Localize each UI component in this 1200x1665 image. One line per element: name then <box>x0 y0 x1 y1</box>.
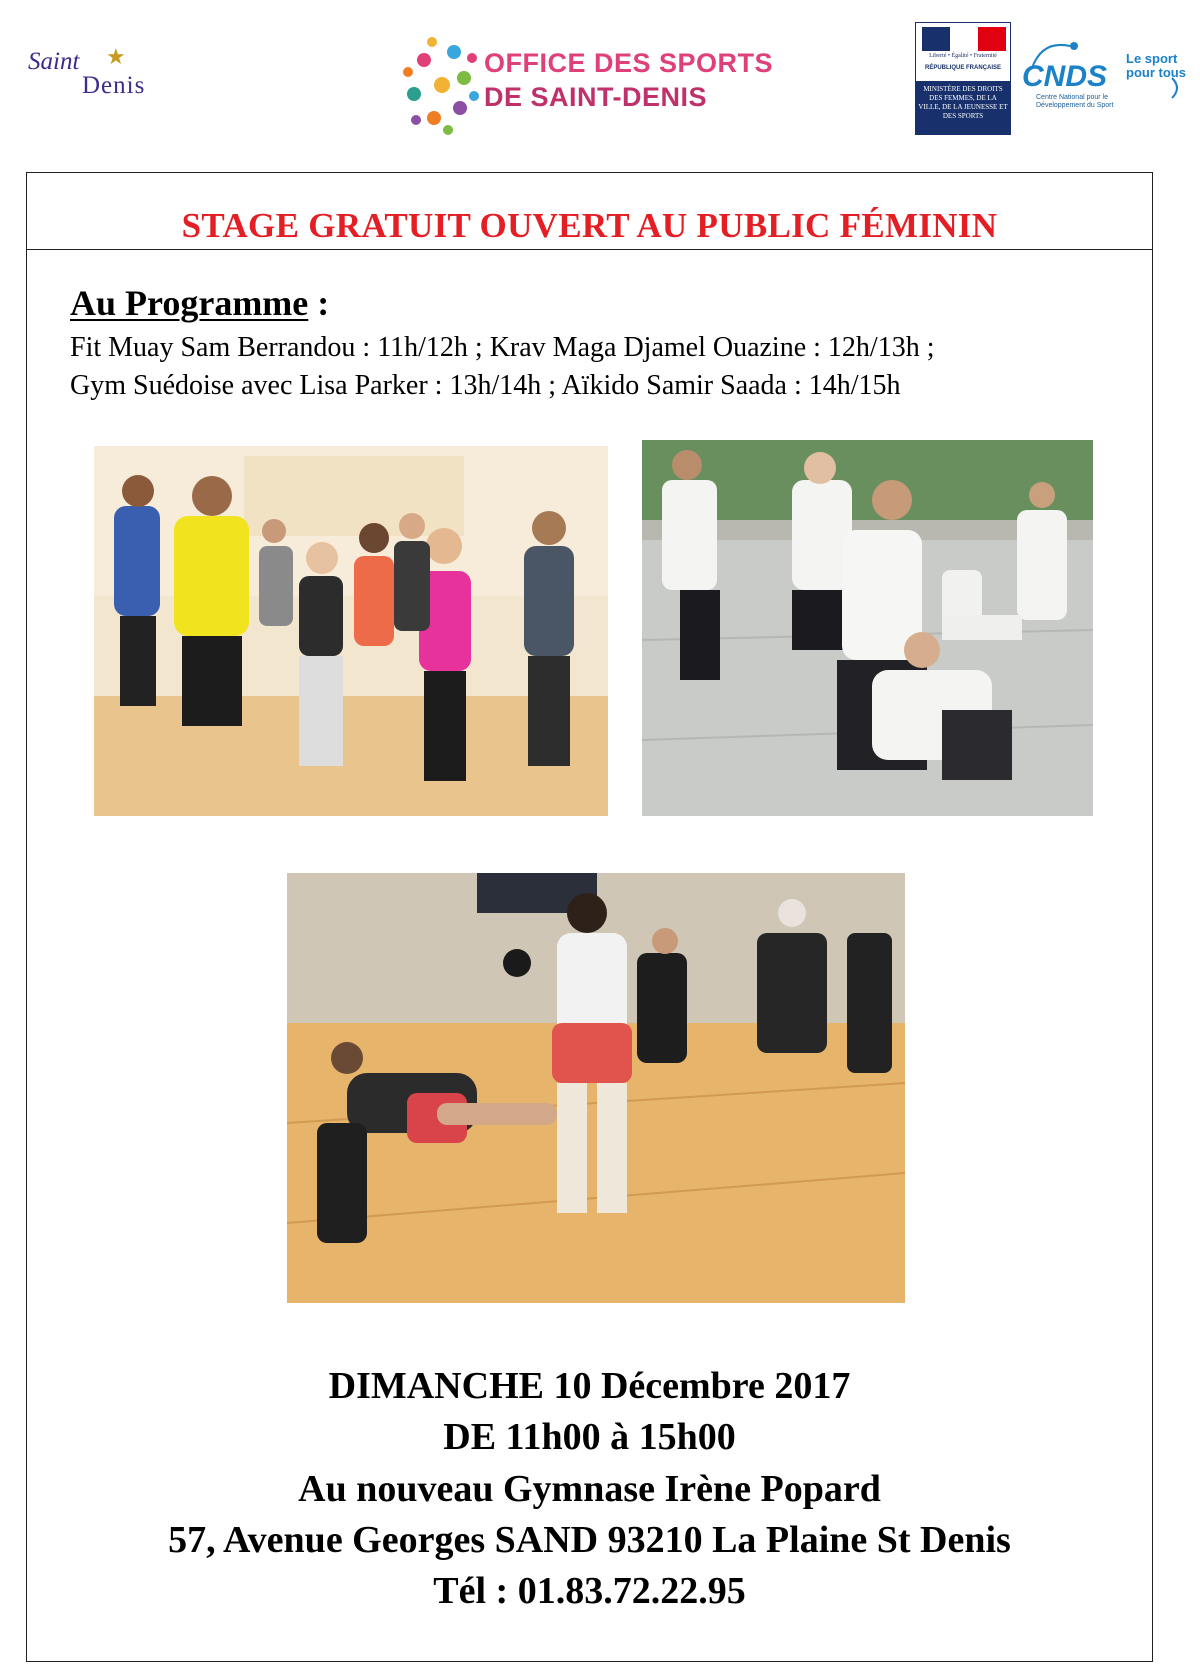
french-flag-icon <box>922 27 1006 51</box>
ministere-republique: RÉPUBLIQUE FRANÇAISE <box>924 65 1001 71</box>
event-hours: DE 11h00 à 15h00 <box>443 1416 736 1458</box>
ministere-logo <box>915 22 1011 135</box>
cnds-tagline: Le sport pour tous <box>1126 51 1186 80</box>
aikido-class-photo <box>642 440 1093 816</box>
kickboxing-class-photo <box>287 873 905 1303</box>
programme-line-2: Gym Suédoise avec Lisa Parker : 13h/14h ; Aïkido Samir Saada : 14h/15h <box>70 370 901 401</box>
cnds-logo <box>1022 38 1192 108</box>
event-phone: Tél : 01.83.72.22.95 <box>433 1570 746 1612</box>
cnds-name: CNDS <box>1022 60 1108 93</box>
programme-heading-colon: : <box>308 283 330 323</box>
saint-denis-logo-word1: Saint <box>28 48 80 75</box>
saint-denis-logo <box>22 44 162 99</box>
star-icon: ★ <box>106 44 126 69</box>
programme-heading-text: Au Programme <box>70 283 309 323</box>
event-venue: Au nouveau Gymnase Irène Popard <box>298 1468 881 1510</box>
event-address: 57, Avenue Georges SAND 93210 La Plaine St Denis <box>168 1519 1011 1561</box>
sports-figures-spiral-icon <box>402 30 480 140</box>
ministere-name: MINISTÈRE DES DROITS DES FEMMES, DE LA VILLE, DE LA JEUNESSE ET DES SPORTS <box>918 85 1008 120</box>
programme-line-1: Fit Muay Sam Berrandou : 11h/12h ; Krav Maga Djamel Ouazine : 12h/13h ; <box>70 332 935 363</box>
title-divider <box>26 249 1153 250</box>
stage-title: STAGE GRATUIT OUVERT AU PUBLIC FÉMININ <box>181 206 998 245</box>
fitness-class-photo <box>94 446 608 816</box>
programme-heading <box>70 282 329 324</box>
office-des-sports-line2: DE SAINT-DENIS <box>484 82 708 112</box>
event-date: DIMANCHE 10 Décembre 2017 <box>328 1365 851 1407</box>
cnds-subtitle: Centre National pour le Développement du Sport <box>1036 94 1114 109</box>
ministere-motto: Liberté • Égalité • Fraternité <box>929 53 997 59</box>
office-des-sports-line1: OFFICE DES SPORTS <box>484 48 774 78</box>
office-des-sports-logo <box>402 30 774 140</box>
saint-denis-logo-word2: Denis <box>82 72 146 99</box>
